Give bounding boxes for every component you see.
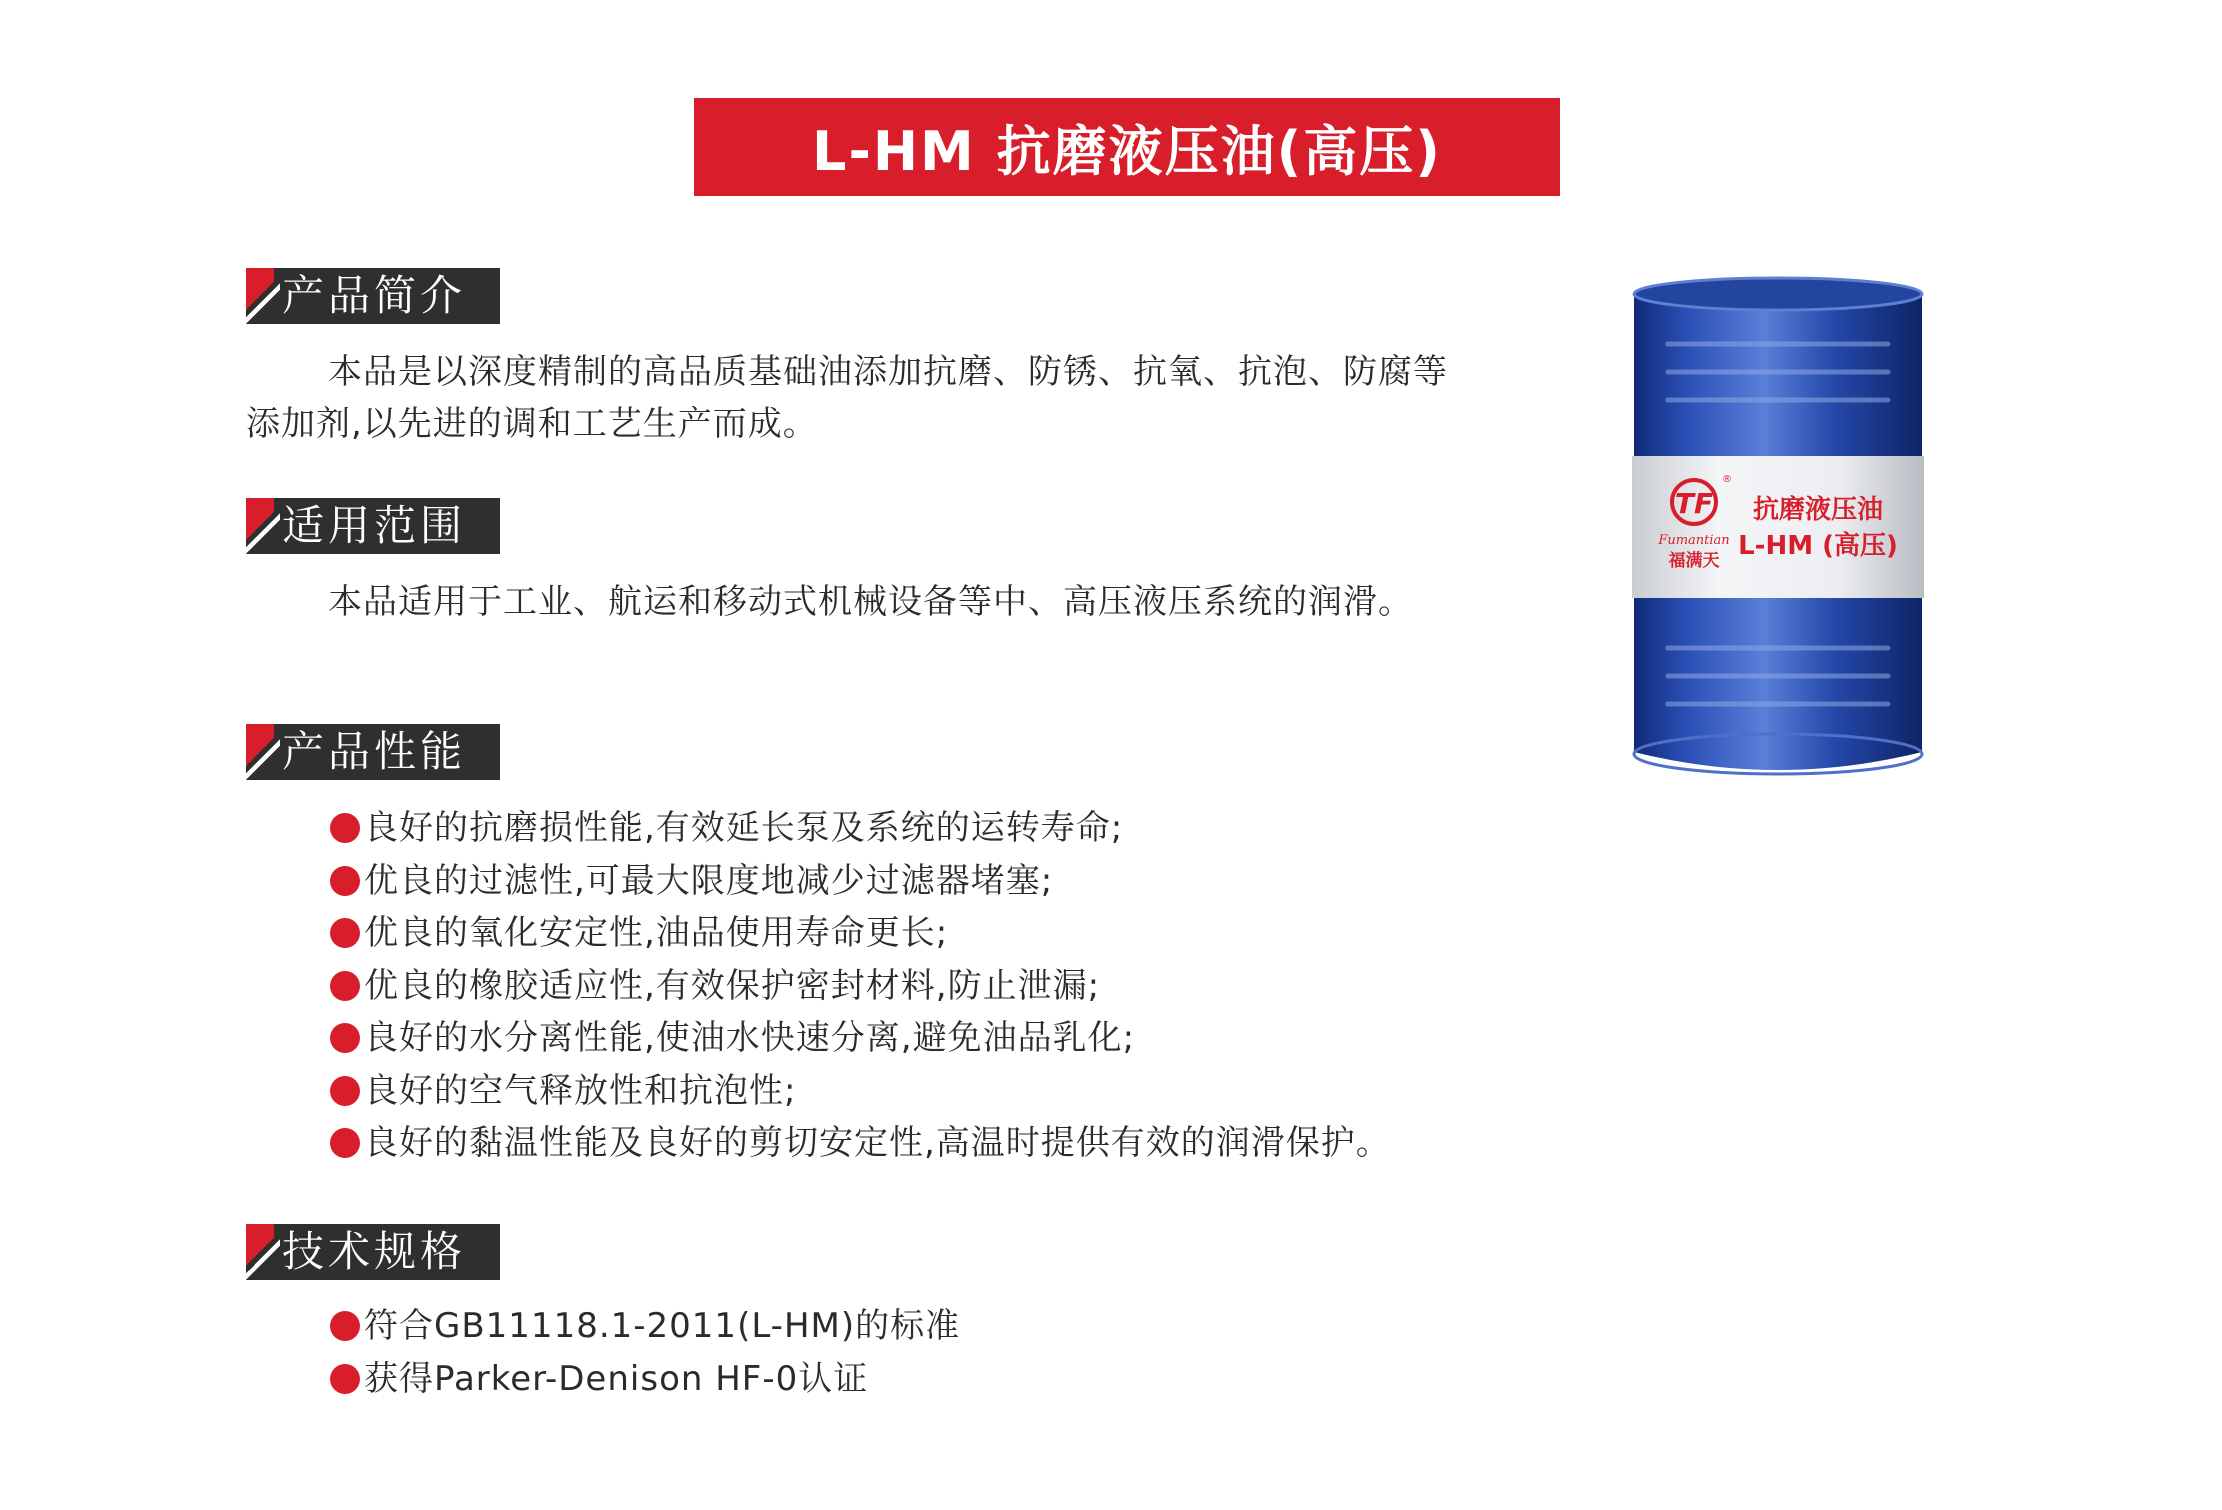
list-item: 优良的过滤性,可最大限度地减少过滤器堵塞; <box>330 855 1391 908</box>
intro-paragraph: 本品是以深度精制的高品质基础油添加抗磨、防锈、抗氧、抗泡、防腐等添加剂,以先进的调和工艺生产而成。 <box>246 352 1448 444</box>
bullet-dot-icon <box>330 1311 360 1341</box>
section-heading-label: 技术规格 <box>282 1227 467 1276</box>
bullet-dot-icon <box>330 1128 360 1158</box>
section-heading-label: 适用范围 <box>282 501 467 550</box>
page-title: L-HM 抗磨液压油(高压) <box>694 98 1560 196</box>
svg-text:福满天: 福满天 <box>1668 551 1720 571</box>
drum-product-name: 抗磨液压油 <box>1752 495 1884 525</box>
list-item: 优良的橡胶适应性,有效保护密封材料,防止泄漏; <box>330 960 1391 1013</box>
svg-text:®: ® <box>1722 474 1732 485</box>
section-heading-intro <box>246 268 500 324</box>
drum-product-grade: L-HM (高压) <box>1738 531 1898 561</box>
section-heading-label: 产品简介 <box>282 271 467 320</box>
section-heading-performance <box>246 724 500 780</box>
svg-text:TF: TF <box>1674 487 1714 520</box>
svg-text:Fumantian: Fumantian <box>1658 533 1730 548</box>
list-item: 良好的水分离性能,使油水快速分离,避免油品乳化; <box>330 1012 1391 1065</box>
bullet-dot-icon <box>330 866 360 896</box>
list-item: 符合GB11118.1-2011(L-HM)的标准 <box>330 1300 960 1353</box>
section-heading-label: 产品性能 <box>282 727 467 776</box>
bullet-dot-icon <box>330 1076 360 1106</box>
list-item: 良好的空气释放性和抗泡性; <box>330 1065 1391 1118</box>
oil-drum-image <box>1628 268 1928 788</box>
bullet-dot-icon <box>330 1364 360 1394</box>
bullet-dot-icon <box>330 1023 360 1053</box>
bullet-dot-icon <box>330 971 360 1001</box>
section-heading-scope <box>246 498 500 554</box>
list-item: 获得Parker-Denison HF-0认证 <box>330 1353 960 1406</box>
performance-list <box>330 802 1391 1170</box>
section-heading-specs <box>246 1224 500 1280</box>
list-item: 良好的黏温性能及良好的剪切安定性,高温时提供有效的润滑保护。 <box>330 1117 1391 1170</box>
bullet-dot-icon <box>330 918 360 948</box>
scope-paragraph: 本品适用于工业、航运和移动式机械设备等中、高压液压系统的润滑。 <box>328 582 1413 622</box>
list-item: 优良的氧化安定性,油品使用寿命更长; <box>330 907 1391 960</box>
specs-list <box>330 1300 960 1405</box>
list-item: 良好的抗磨损性能,有效延长泵及系统的运转寿命; <box>330 802 1391 855</box>
bullet-dot-icon <box>330 813 360 843</box>
